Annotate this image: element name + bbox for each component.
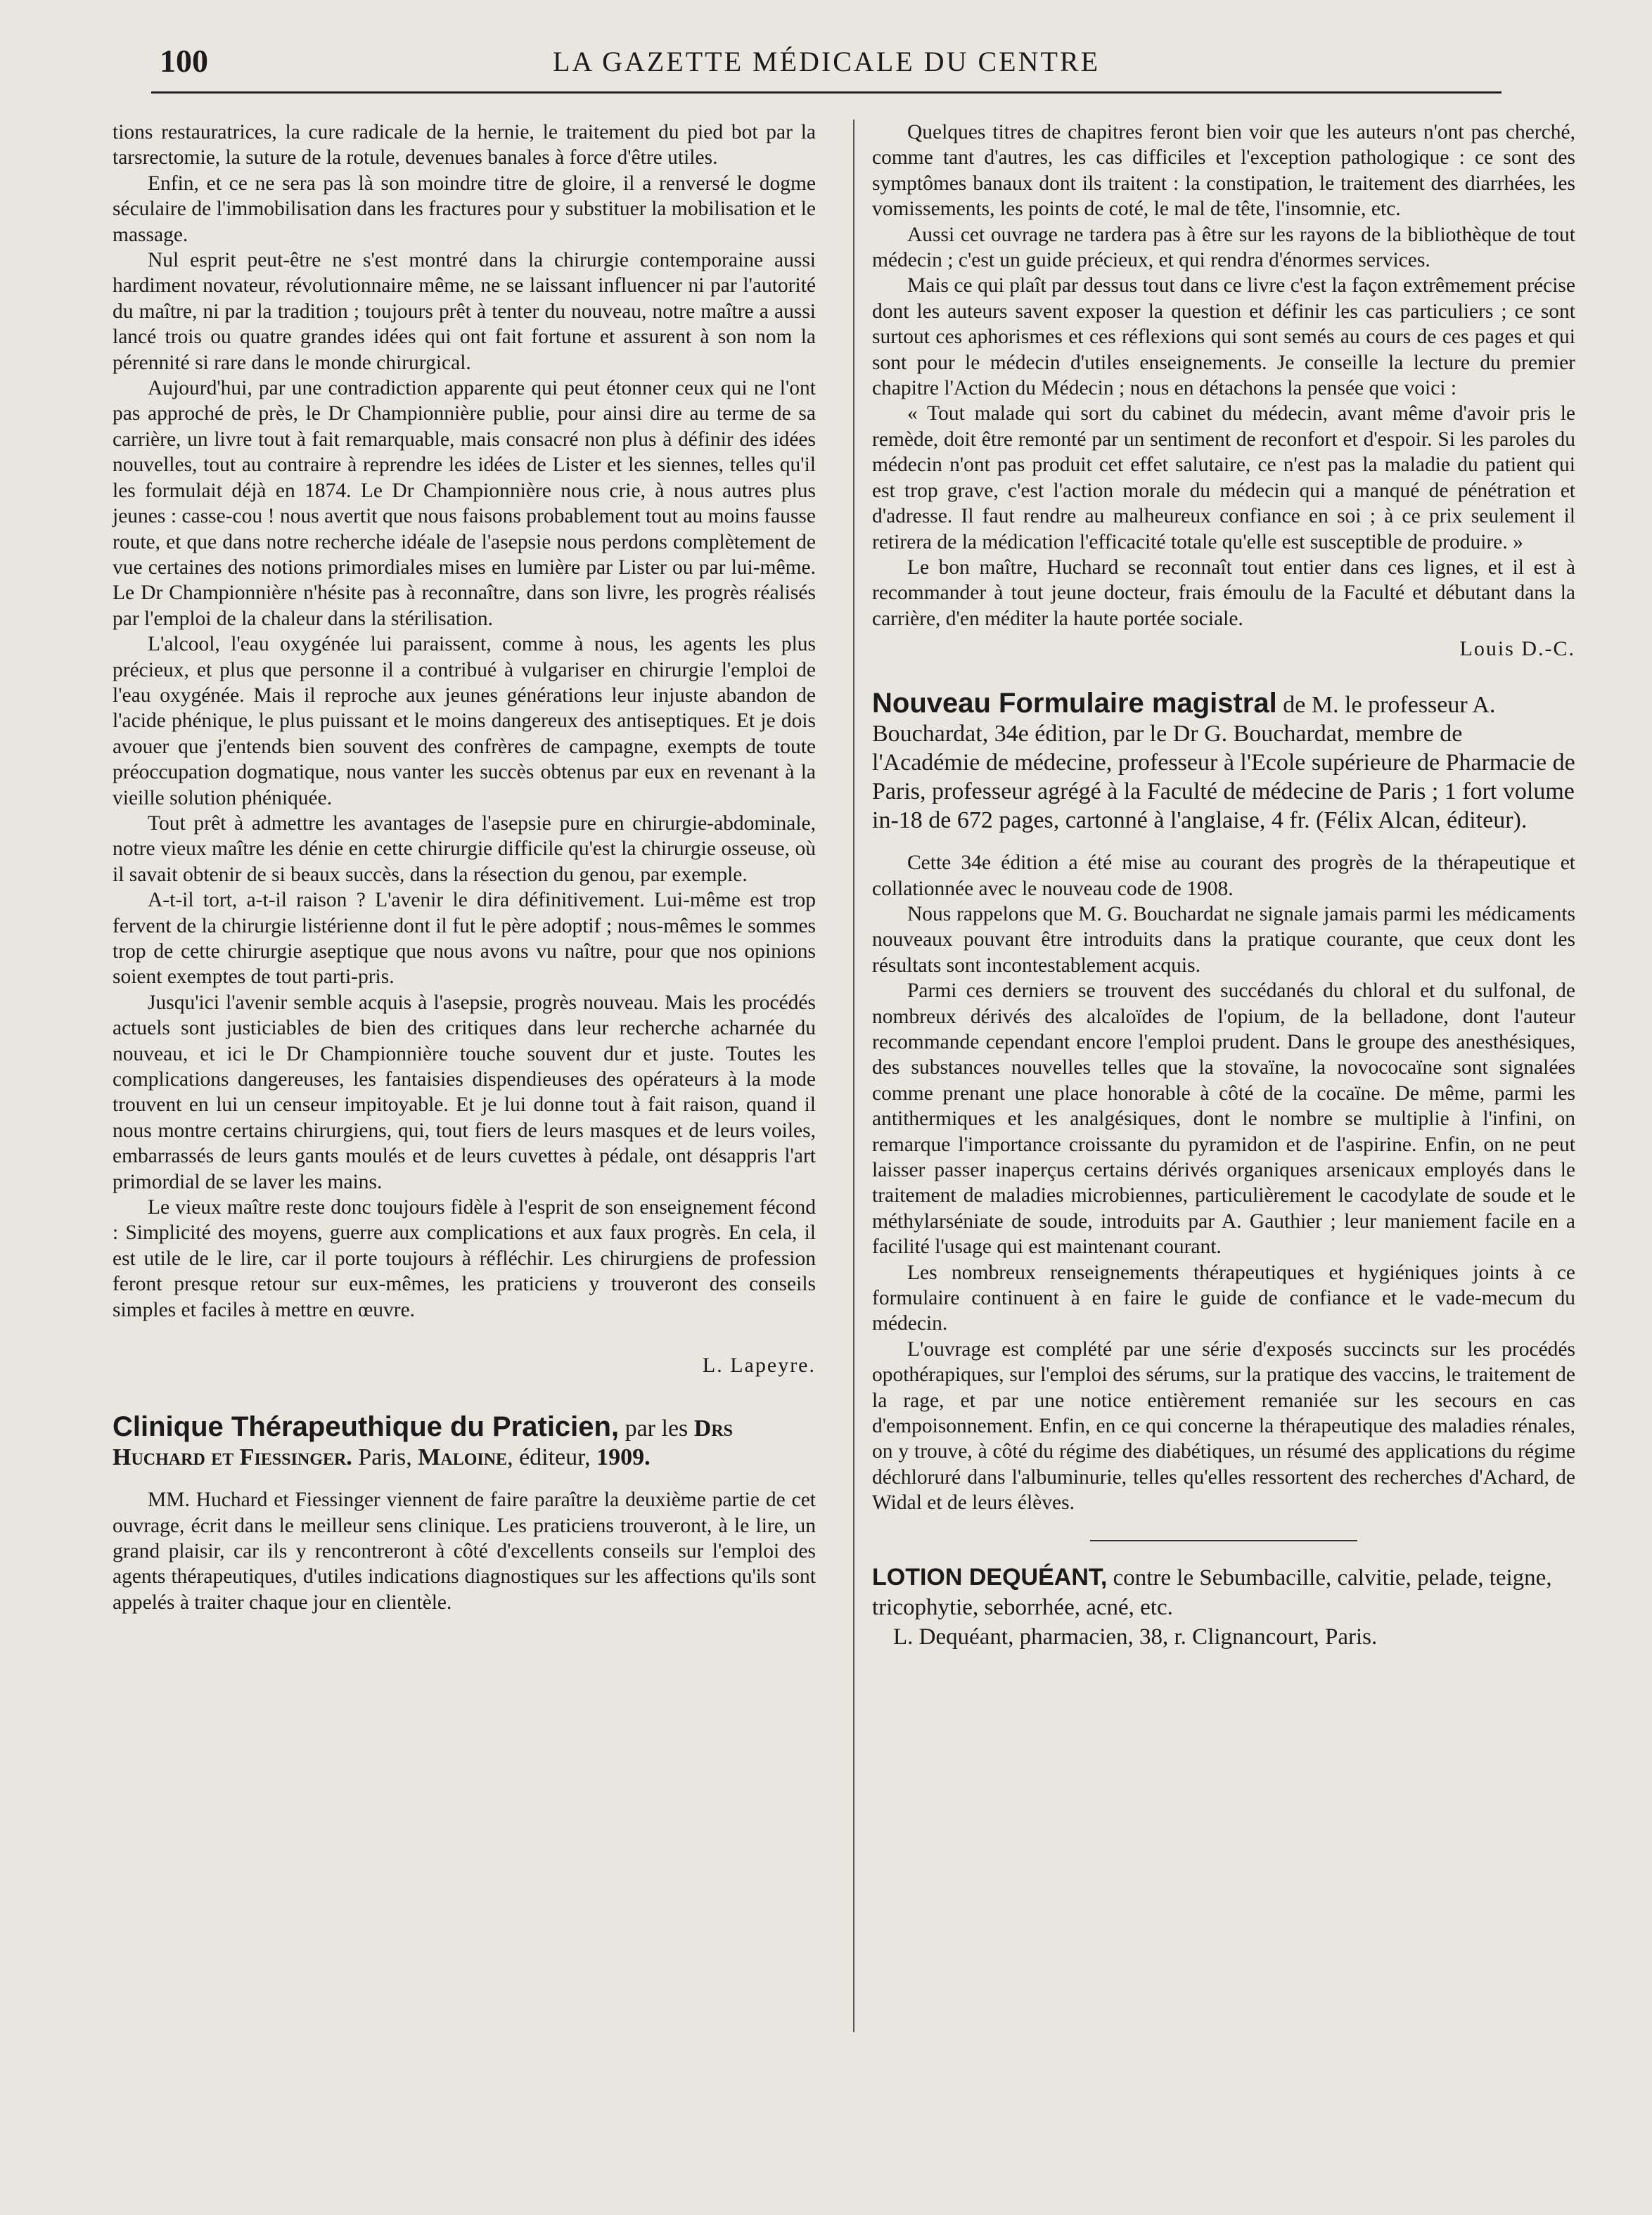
paragraph: L'alcool, l'eau oxygénée lui paraissent, comme à nous, les agents les plus précieux, et plus que personne il a contribué à vulgariser en chirurgie l'emploi de l'eau oxygénée. Mais il reproche aux jeunes générations leur injuste abandon de l'acide phénique, le plus puissant et le moins dangereux des antiseptiques. Et je dois avouer que j'entends bien souvent des confrères de campagne, exempts de toute préoccupation dogmatique, nous vanter les succès obtenus par eux en revenant à la vieille solution phéniquée.: [113, 633, 816, 809]
paragraph: Quelques titres de chapitres feront bien voir que les auteurs n'ont pas cherché, comme tant d'autres, les cas difficiles et l'exception pathologique : ce sont des symptômes banaux dont ils traitent : la constipation, le traitement des diarrhées, les vomissements, les points de coté, le mal de tête, l'insomnie, etc.: [872, 121, 1575, 221]
signature: L. Lapeyre.: [702, 1354, 816, 1378]
review-title: Nouveau Formulaire magistral: [872, 688, 1277, 719]
paragraph: Nul esprit peut-être ne s'est montré dans la chirurgie contemporaine aussi hardiment novateur, révolutionnaire même, ne se laissant influencer ni par l'autorité du maître, ni par la tradition ; toujours prêt à tenter du nouveau, notre maître a aussi lancé trois ou quatre grandes idées qui ont fait fortune et assurent à son nom la pérennité si rare dans le monde chirurgical.: [113, 249, 816, 374]
paragraph: Parmi ces derniers se trouvent des succédanés du chloral et du sulfonal, de nombreux dérivés des alcaloïdes de l'opium, de la belladone, dont l'auteur recommande cependant encore l'emploi prudent. Dans le groupe des anesthésiques, des substances nouvelles telles que la stovaïne, la novococaïne sont signalées comme prenant une place honorable à côté de la cocaïne. De même, parmi les antithermiques et les analgésiques, dont le nombre se multiplie à l'infini, on remarque l'importance croissante du pyramidon et de l'aspirine. Enfin, on ne peut laisser passer inaperçus certains dérivés organiques arsenicaux employés dans le traitement de maladies microbiennes, particulièrement le cacodylate de soude et le méthylarséniate de soude, introduits par A. Gauthier ; leur maniement facile en a facilité l'usage qui est maintenant courant.: [872, 980, 1575, 1259]
paragraph: « Tout malade qui sort du cabinet du médecin, avant même d'avoir pris le remède, doit être remonté par un sentiment de reconfort et d'espoir. Si les paroles du médecin n'ont pas produit cet effet salutaire, ce n'est pas la maladie du patient qui est trop grave, c'est l'action morale du médecin qui a manqué de pénétration et d'adresse. Il faut rendre au malheureux confiance en soi ; à ce prix seulement il retirera de la médication l'efficacité totale qu'elle est susceptible de produire. »: [872, 402, 1575, 553]
paragraph: A-t-il tort, a-t-il raison ? L'avenir le dira définitivement. Lui-même est trop fervent de la chirurgie listérienne dont il fut le père adoptif ; nous-mêmes le sommes trop de cette chirurgie aseptique que nous avons vu naître, pour que nos opinions soient exemptes de tout parti-pris.: [113, 889, 816, 989]
section-rule: [1090, 1540, 1357, 1541]
paragraph: Nous rappelons que M. G. Bouchardat ne signale jamais parmi les médicaments nouveaux pouvant être introduits dans la pratique courante, que ceux dont les résultats sont incontestablement acquis.: [872, 902, 1575, 977]
paragraph: Jusqu'ici l'avenir semble acquis à l'asepsie, progrès nouveau. Mais les procédés actuels sont justiciables de bien des critiques dans leur recherche acharnée du nouveau, et ici le Dr Championnière touche souvent dur et juste. Toutes les complications dangereuses, les fantaisies dispendieuses des opérateurs à la mode trouvent en lui un censeur impitoyable. Et je lui donne tout à fait raison, quand il nous montre certains chirurgiens, qui, tout fiers de leurs masques et de leurs voiles, embarrassés de leurs gants moulés et de leurs cuvettes à pédale, ont désappris l'art primordial de se laver les mains.: [113, 991, 816, 1193]
advert-text: contre le Sebumbacille, calvitie, pelade, teigne, tricophytie, seborrhée, acné, etc.: [872, 1565, 1552, 1620]
page-header: [151, 35, 1501, 94]
review-title-rest: par les: [619, 1415, 694, 1442]
page-number: 100: [160, 43, 208, 79]
paragraph: Le vieux maître reste donc toujours fidèle à l'esprit de son enseignement fécond : Simplicité des moyens, guerre aux complications et aux faux progrès. En cela, il est utile de le lire, car il porte toujours à réfléchir. Les chirurgiens de profession feront presque retour sur eux-mêmes, les praticiens y trouveront des conseils simples et faciles à mettre en œuvre.: [113, 1196, 816, 1321]
advertisement: [872, 1562, 1575, 1652]
review-editor: , éditeur,: [507, 1444, 597, 1471]
paragraph: Les nombreux renseignements thérapeutiques et hygiéniques joints à ce formulaire continuent à en faire le guide de confiance et le vade-mecum du médecin.: [872, 1261, 1575, 1335]
review-title: Clinique Thérapeuthique du Praticien,: [113, 1411, 620, 1443]
review-heading: [872, 689, 1575, 835]
paragraph: Mais ce qui plaît par dessus tout dans ce livre c'est la façon extrêmement précise dont les auteurs savent exposer la question et définir les cas particuliers ; ce sont surtout ces aphorismes et ces réflexions qui sont semés au cours de ces pages et qui sont pour le médecin d'utiles enseignements. Je conseille la lecture du premier chapitre l'Action du Médecin ; nous en détachons la pensée que voici :: [872, 274, 1575, 400]
paragraph: Le bon maître, Huchard se reconnaît tout entier dans ces lignes, et il est à recommander à tout jeune docteur, frais émoulu de la Faculté et débutant dans la carrière, d'en méditer la haute portée sociale.: [872, 556, 1575, 630]
review-year: 1909.: [596, 1444, 651, 1471]
review-title-rest: de M. le professeur A. Bouchardat, 34e édition, par le Dr G. Bouchardat, membre de l'Académie de médecine, professeur à l'Ecole supérieure de Pharmacie de Paris, professeur agrégé à la Faculté de médecine de Paris ; 1 fort volume in-18 de 672 pages, cartonné à l'anglaise, 4 fr. (Félix Alcan, éditeur).: [872, 692, 1575, 834]
paragraph: Aujourd'hui, par une contradiction apparente qui peut étonner ceux qui ne l'ont pas approché de près, le Dr Championnière publie, pour ainsi dire au terme de sa carrière, un livre tout à fait remarquable, mais consacré non plus à définir des idées nouvelles, tout au contraire à reprendre les idées de Lister et les siennes, telles qu'il les formulait déjà en 1874. Le Dr Championnière nous crie, à nous autres plus jeunes : casse-cou ! nous avertit que nous faisons probablement tout au moins fausse route, et que dans notre recherche idéale de l'asepsie nous perdons complètement de vue certaines des notions primordiales mises en lumière par Lister ou par lui-même. Le Dr Championnière n'hésite pas à reconnaître, dans son livre, les progrès réalisés par l'emploi de la chaleur dans la stérilisation.: [113, 377, 816, 630]
advert-name: LOTION DEQUÉANT,: [872, 1563, 1108, 1591]
advert-address: L. Dequéant, pharmacien, 38, r. Clignancourt, Paris.: [893, 1624, 1378, 1650]
review-authors: Drs Huchard et Fiessinger.: [113, 1415, 733, 1471]
right-column: [872, 120, 1575, 1652]
review-heading: [113, 1413, 816, 1472]
review-publisher: Maloine: [418, 1444, 508, 1471]
paragraph: Cette 34e édition a été mise au courant des progrès de la thérapeutique et collationnée avec le nouveau code de 1908.: [872, 852, 1575, 900]
review-place: Paris,: [352, 1444, 418, 1471]
column-divider: [853, 120, 854, 2032]
signature: Louis D.-C.: [1459, 637, 1575, 661]
paragraph: MM. Huchard et Fiessinger viennent de faire paraître la deuxième partie de cet ouvrage, écrit dans le meilleur sens clinique. Les praticiens trouveront, à le lire, un grand plaisir, car ils y rencontreront à côté d'excellents conseils sur l'emploi des agents thérapeutiques, d'utiles indications diagnostiques sur les affections qu'ils sont appelés à traiter chaque jour en clientèle.: [113, 1489, 816, 1614]
journal-title: LA GAZETTE MÉDICALE DU CENTRE: [552, 46, 1100, 77]
paragraph: tions restauratrices, la cure radicale de la hernie, le traitement du pied bot par la tarsrectomie, la suture de la rotule, devenues banales à force d'être utiles.: [113, 121, 816, 169]
left-column: [113, 120, 816, 1615]
paragraph: Tout prêt à admettre les avantages de l'asepsie pure en chirurgie-abdominale, notre vieux maître les dénie en cette chirurgie difficile qu'est la chirurgie osseuse, où il savait obtenir de si beaux succès, dans la résection du genou, par exemple.: [113, 811, 816, 886]
paragraph: L'ouvrage est complété par une série d'exposés succincts sur les procédés opothérapiques, sur l'emploi des sérums, sur la pratique des vaccins, le traitement de la rage, et par une notice entièrement remaniée sur les secours en cas d'empoisonnement. Enfin, en ce qui concerne la thérapeutique des maladies rénales, on y trouve, à côté du régime des diabétiques, un résumé des applications du régime déchloruré dans l'albuminurie, telles qu'elles ressortent des recherches d'Achard, de Widal et de leurs élèves.: [872, 1337, 1575, 1515]
paragraph: Enfin, et ce ne sera pas là son moindre titre de gloire, il a renversé le dogme séculaire de l'immobilisation dans les fractures pour y substituer la mobilisation et le massage.: [113, 172, 816, 246]
paragraph: Aussi cet ouvrage ne tardera pas à être sur les rayons de la bibliothèque de tout médecin ; c'est un guide précieux, et qui rendra d'énormes services.: [872, 223, 1575, 272]
